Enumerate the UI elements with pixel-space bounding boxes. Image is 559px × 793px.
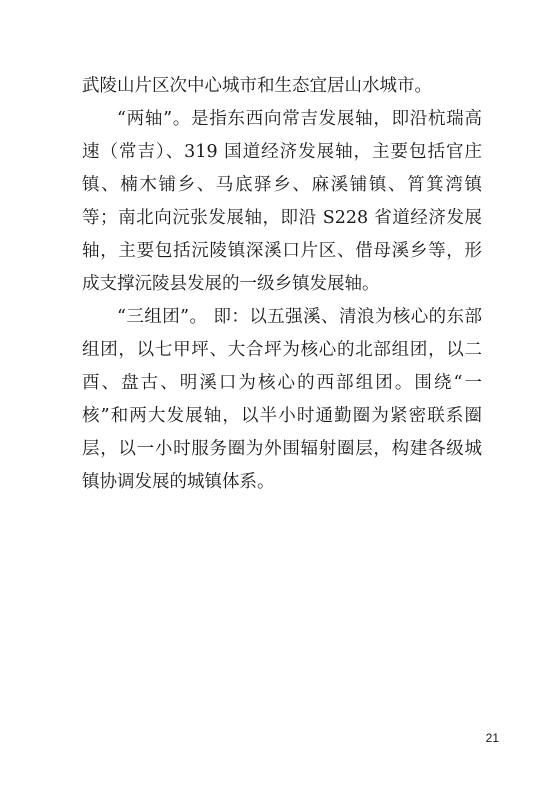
body-text (82, 70, 482, 499)
paragraph-three-clusters: “三组团”。 即：以五强溪、清浪为核心的东部组团，以七甲坪、大合坪为核心的北部组团，以二酉、盘古、明溪口为核心的西部组团。围绕“一核”和两大发展轴，以半小时通勤圈为紧密联系圈层，以一小时服务圈为外围辐射圈层，构建各级城镇协调发展的城镇体系。 (82, 307, 482, 492)
page-number: 21 (485, 731, 499, 745)
paragraph-continuation: 武陵山片区次中心城市和生态宜居山水城市。 (82, 76, 432, 96)
paragraph-two-axes: “两轴”。是指东西向常吉发展轴，即沿杭瑞高速（常吉）、319 国道经济发展轴，主要包括官庄镇、楠木铺乡、马底驿乡、麻溪铺镇、筲箕湾镇等；南北向沅张发展轴，即沿 S228 省道经济发展轴，主要包括沅陵镇深溪口片区、借母溪乡等，形成支撑沅陵县发展的一级乡镇发展轴。 (82, 109, 482, 294)
